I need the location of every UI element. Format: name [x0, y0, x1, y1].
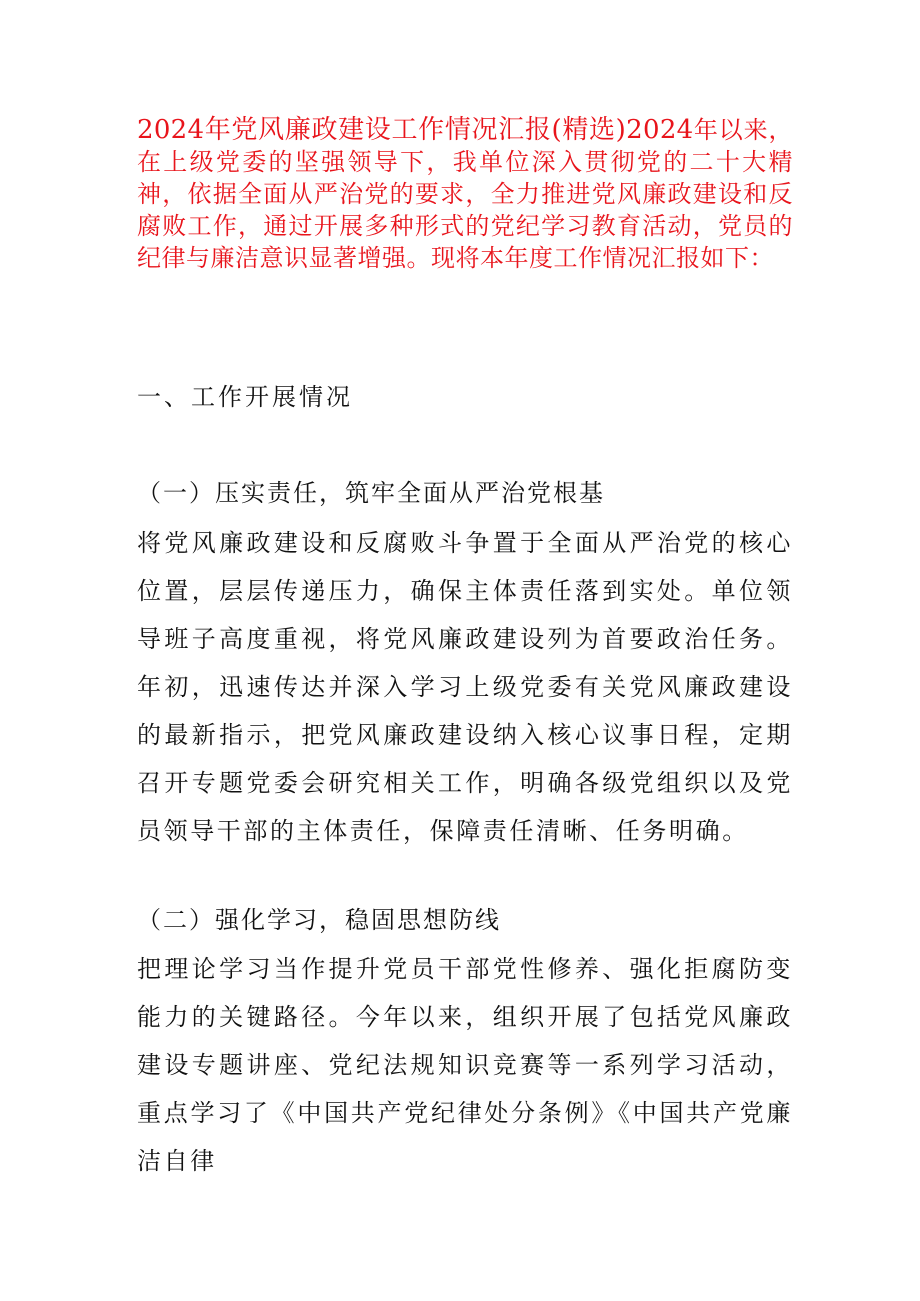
subsection-heading-1: （一）压实责任，筑牢全面从严治党根基: [137, 479, 605, 507]
document-title: 2024年党风廉政建设工作情况汇报(精选)2024: [137, 115, 694, 145]
intro-paragraph: 年以来，在上级党委的坚强领导下，我单位深入贯彻党的二十大精神，依据全面从严治党的要求，全力推进党风廉政建设和反腐败工作，通过开展多种形式的党纪学习教育活动，党员的纪律与廉洁意识显著增强。现将本年度工作情况汇报如下：: [137, 116, 793, 272]
subsection-body-1: 将党风廉政建设和反腐败斗争置于全面从严治党的核心位置，层层传递压力，确保主体责任落到实处。单位领导班子高度重视，将党风廉政建设列为首要政治任务。年初，迅速传达并深入学习上级党委有关党风廉政建设的最新指示，把党风廉政建设纳入核心议事日程，定期召开专题党委会研究相关工作，明确各级党组织以及党员领导干部的主体责任，保障责任清晰、任务明确。: [137, 529, 793, 845]
subsection-body-2: 把理论学习当作提升党员干部党性修养、强化拒腐防变能力的关键路径。今年以来，组织开展了包括党风廉政建设专题讲座、党纪法规知识竞赛等一系列学习活动，重点学习了《中国共产党纪律处分条例》《中国共产党廉洁自律: [137, 955, 793, 1175]
subsection-heading-2: （二）强化学习，稳固思想防线: [137, 906, 501, 934]
intro-block: [137, 114, 793, 274]
section-heading: 一、工作开展情况: [137, 383, 353, 411]
